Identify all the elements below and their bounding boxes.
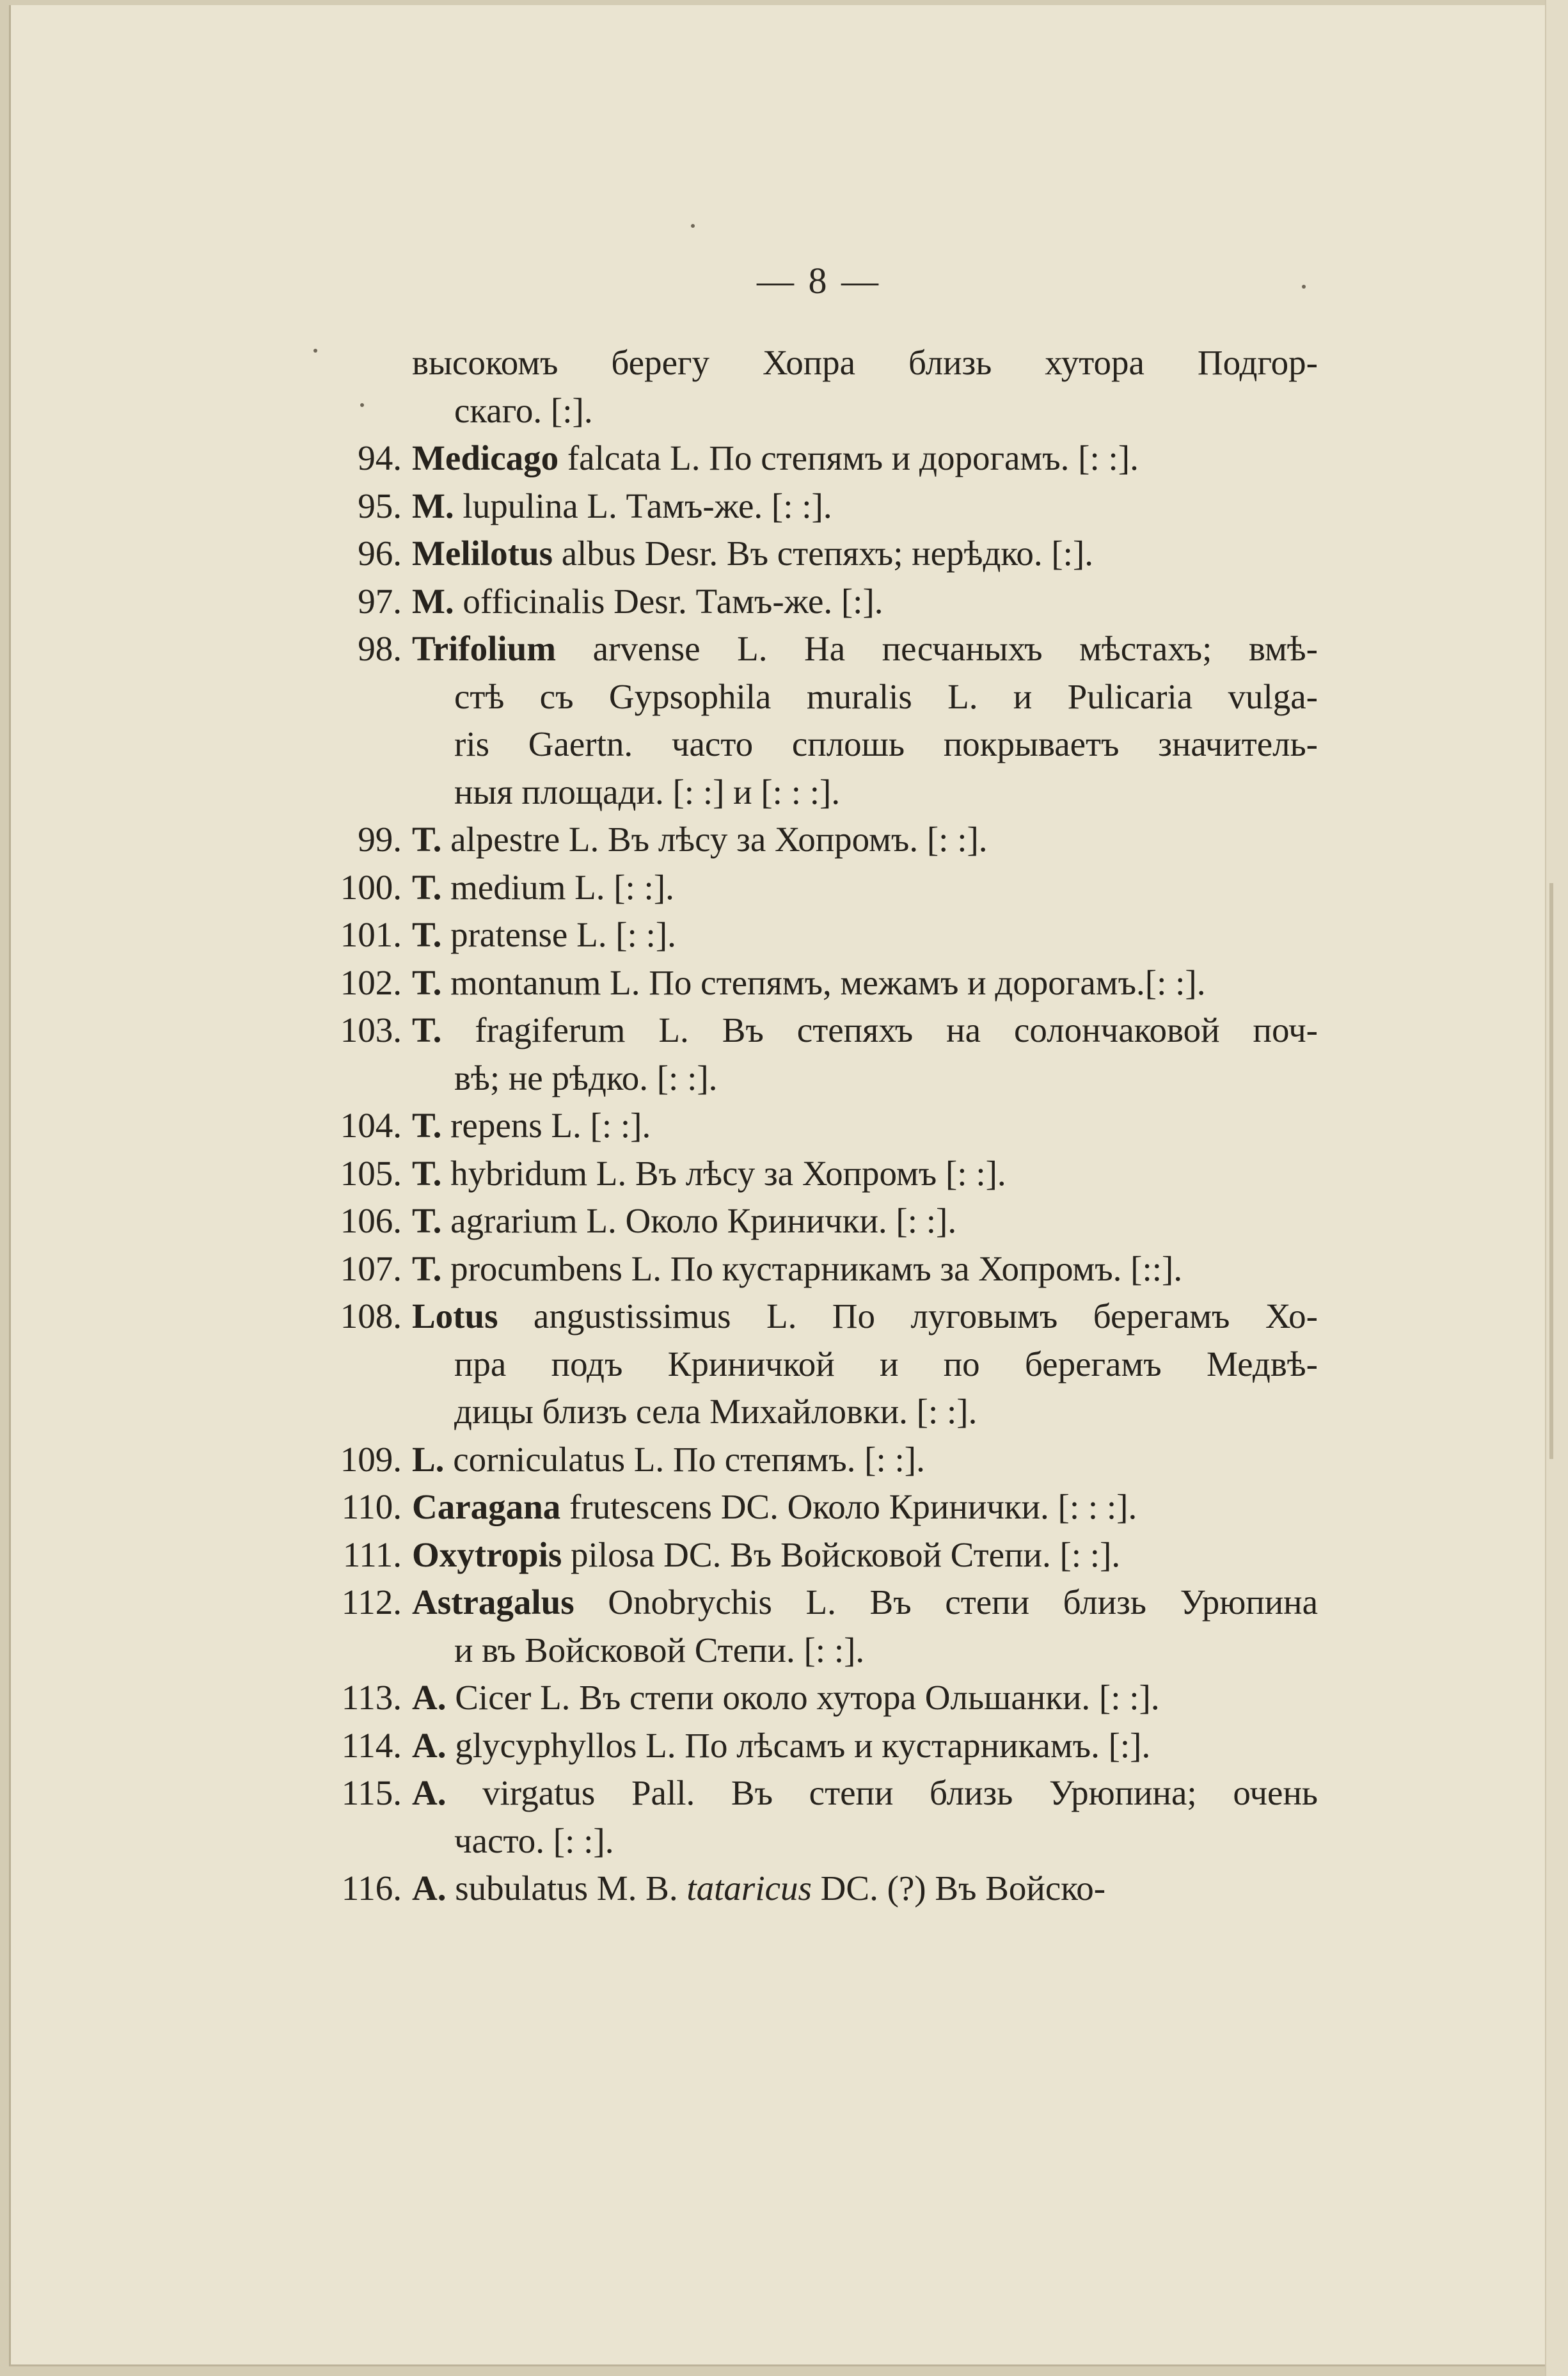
entry-text (412, 1531, 1318, 1579)
entry-text (412, 1769, 1318, 1817)
entry-text-part: вѣ; не рѣдко. [: :]. (454, 1058, 718, 1097)
list-item (320, 1388, 1318, 1436)
genus-name: M. (412, 486, 454, 525)
entry-text-part: pratense L. [: :]. (441, 915, 676, 954)
entry-text-part: angustissimus L. По луговымъ берегамъ Хо- (498, 1296, 1318, 1336)
next-page-edge (1545, 0, 1568, 2376)
list-item (320, 673, 1318, 721)
entry-text (412, 1483, 1318, 1531)
entry-text-part: Cicer L. Въ степи около хутора Ольшанки. [: :]. (446, 1678, 1160, 1717)
entry-number: 112. (341, 1583, 402, 1622)
list-item (320, 769, 1318, 817)
entry-number: 100. (340, 867, 402, 907)
genus-name: T. (412, 1201, 442, 1240)
entry-text-part: agrarium L. Около Кринички. [: :]. (441, 1201, 957, 1240)
entry-number: 101. (340, 915, 402, 954)
entry-text (412, 816, 1318, 864)
list-item (320, 911, 1318, 959)
entry-text (412, 625, 1318, 673)
genus-name: T. (412, 1248, 442, 1288)
entry-text (412, 339, 1318, 387)
list-item (320, 1055, 1318, 1103)
entry-text-part: procumbens L. По кустарникамъ за Хопромъ. [::]. (441, 1248, 1183, 1288)
entry-number: 105. (340, 1153, 402, 1193)
entry-text (412, 435, 1318, 482)
entry-text (412, 959, 1318, 1007)
entry-text (454, 1817, 1318, 1865)
list-item (320, 435, 1318, 482)
list-item (320, 387, 1318, 435)
genus-name: L. (412, 1439, 445, 1479)
entry-text-part: glycyphyllos L. По лѣсамъ и кустарникамъ. [:]. (446, 1725, 1151, 1765)
entry-text-part: subulatus M. B. (446, 1869, 687, 1908)
genus-name: T. (412, 867, 442, 907)
entry-text (454, 769, 1318, 817)
entry-text-part: repens L. [: :]. (441, 1106, 651, 1145)
entry-text (412, 1102, 1318, 1150)
entry-text-part: стѣ съ Gypsophila muralis L. и Pulicaria vulga- (454, 676, 1318, 716)
speck (313, 349, 317, 353)
entry-text (412, 530, 1318, 578)
entry-number: 97. (358, 581, 402, 621)
entry-text-part: montanum L. По степямъ, межамъ и дорогамъ.[: :]. (441, 962, 1206, 1002)
entry-text (412, 1579, 1318, 1627)
list-item (320, 1007, 1318, 1055)
entry-text (412, 1197, 1318, 1245)
genus-name: T. (412, 820, 442, 859)
entry-number: 108. (340, 1296, 402, 1336)
list-item (320, 1579, 1318, 1627)
entry-text (454, 1055, 1318, 1103)
entry-text (412, 1436, 1318, 1484)
variety-name: tataricus (686, 1869, 812, 1908)
entry-text-part: hybridum L. Въ лѣсу за Хопромъ [: :]. (441, 1153, 1006, 1193)
genus-name: T. (412, 1106, 442, 1145)
list-item (320, 482, 1318, 530)
entry-text (412, 864, 1318, 912)
entry-text-part: corniculatus L. По степямъ. [: :]. (444, 1439, 925, 1479)
entry-text-part: arvense L. На песчаныхъ мѣстахъ; вмѣ- (556, 629, 1318, 668)
genus-name: T. (412, 962, 442, 1002)
entry-text-part: ныя площади. [: :] и [: : :]. (454, 772, 841, 811)
genus-name: T. (412, 1153, 442, 1193)
entry-number: 116. (341, 1869, 402, 1908)
list-item (320, 1627, 1318, 1675)
entry-text (412, 578, 1318, 626)
genus-name: A. (412, 1773, 447, 1812)
list-item (320, 1293, 1318, 1341)
entry-text (454, 673, 1318, 721)
entry-text-part: DC. (?) Въ Войско- (811, 1869, 1106, 1908)
entry-number: 110. (341, 1487, 402, 1526)
entry-text-part: virgatus Pall. Въ степи близь Урюпина; очень (446, 1773, 1318, 1812)
entry-text (412, 1007, 1318, 1055)
entry-number: 111. (342, 1535, 402, 1574)
entry-number: 104. (340, 1106, 402, 1145)
page-number: — 8 — (757, 260, 881, 301)
list-item (320, 339, 1318, 387)
entry-text-part: officinalis Desr. Тамъ-же. [:]. (454, 581, 883, 621)
entry-text-part: pilosa DC. Въ Войсковой Степи. [: :]. (562, 1535, 1121, 1574)
entry-text-part: и въ Войсковой Степи. [: :]. (454, 1630, 865, 1670)
entry-text-part: скаго. [:]. (454, 390, 593, 430)
entry-number: 102. (340, 962, 402, 1002)
list-item (320, 1483, 1318, 1531)
entry-text (454, 721, 1318, 769)
genus-name: Medicago (412, 438, 559, 477)
entry-number: 103. (340, 1010, 402, 1049)
entry-text-part: medium L. [: :]. (441, 867, 674, 907)
speck (1302, 285, 1306, 289)
list-item (320, 816, 1318, 864)
list-item (320, 1817, 1318, 1865)
entry-text (454, 1388, 1318, 1436)
entry-text (412, 1245, 1318, 1293)
list-item (320, 1197, 1318, 1245)
genus-name: T. (412, 915, 442, 954)
genus-name: Melilotus (412, 534, 553, 573)
entry-text-part: frutescens DC. Около Кринички. [: : :]. (560, 1487, 1137, 1526)
list-item (320, 530, 1318, 578)
entry-text-part: часто. [: :]. (454, 1821, 614, 1860)
genus-name: A. (412, 1869, 447, 1908)
entry-text-part: alpestre L. Въ лѣсу за Хопромъ. [: :]. (441, 820, 988, 859)
list-item (320, 721, 1318, 769)
entry-text (454, 387, 1318, 435)
entry-number: 113. (341, 1678, 402, 1717)
list-item (320, 1531, 1318, 1579)
list-item (320, 625, 1318, 673)
list-item (320, 959, 1318, 1007)
list-item (320, 1150, 1318, 1198)
entry-number: 98. (358, 629, 402, 668)
entry-text-part: falcata L. По степямъ и дорогамъ. [: :]. (558, 438, 1139, 477)
entry-text (454, 1341, 1318, 1389)
entry-text-part: lupulina L. Тамъ-же. [: :]. (454, 486, 832, 525)
entry-text (412, 1150, 1318, 1198)
species-list (320, 339, 1318, 1913)
list-item (320, 1722, 1318, 1770)
entry-number: 114. (341, 1725, 402, 1765)
list-item (320, 864, 1318, 912)
entry-text-part: albus Desr. Въ степяхъ; нерѣдко. [:]. (552, 534, 1094, 573)
entry-text (412, 1865, 1318, 1913)
entry-text-part: дицы близъ села Михайловки. [: :]. (454, 1392, 978, 1431)
entry-number: 96. (358, 534, 402, 573)
genus-name: A. (412, 1678, 447, 1717)
entry-text (412, 482, 1318, 530)
entry-text-part: fragiferum L. Въ степяхъ на солончаковой поч- (441, 1010, 1318, 1049)
genus-name: Lotus (412, 1296, 498, 1336)
list-item (320, 1865, 1318, 1913)
entry-number: 95. (358, 486, 402, 525)
entry-text-part: Onobrychis L. Въ степи близь Урюпина (574, 1583, 1318, 1622)
entry-number: 115. (341, 1773, 402, 1812)
entry-text-part: высокомъ берегу Хопра близь хутора Подгор- (412, 343, 1318, 382)
genus-name: T. (412, 1010, 442, 1049)
entry-number: 107. (340, 1248, 402, 1288)
genus-name: Oxytropis (412, 1535, 562, 1574)
entry-text (412, 911, 1318, 959)
genus-name: A. (412, 1725, 447, 1765)
entry-number: 106. (340, 1201, 402, 1240)
page-edge-shadow (1549, 883, 1553, 1459)
genus-name: Caragana (412, 1487, 561, 1526)
entry-number: 109. (340, 1439, 402, 1479)
list-item (320, 1245, 1318, 1293)
list-item (320, 1436, 1318, 1484)
speck (360, 403, 364, 407)
speck (691, 224, 695, 228)
list-item (320, 1341, 1318, 1389)
entry-text (412, 1293, 1318, 1341)
entry-number: 94. (358, 438, 402, 477)
entry-text (412, 1674, 1318, 1722)
genus-name: Trifolium (412, 629, 557, 668)
list-item (320, 1102, 1318, 1150)
entry-number: 99. (358, 820, 402, 859)
list-item (320, 1674, 1318, 1722)
list-item (320, 578, 1318, 626)
genus-name: M. (412, 581, 454, 621)
genus-name: Astragalus (412, 1583, 574, 1622)
entry-text-part: ris Gaertn. часто сплошь покрываетъ значитель- (454, 724, 1318, 763)
list-item (320, 1769, 1318, 1817)
entry-text (454, 1627, 1318, 1675)
entry-text-part: пра подъ Криничкой и по берегамъ Медвѣ- (454, 1344, 1318, 1383)
entry-text (412, 1722, 1318, 1770)
